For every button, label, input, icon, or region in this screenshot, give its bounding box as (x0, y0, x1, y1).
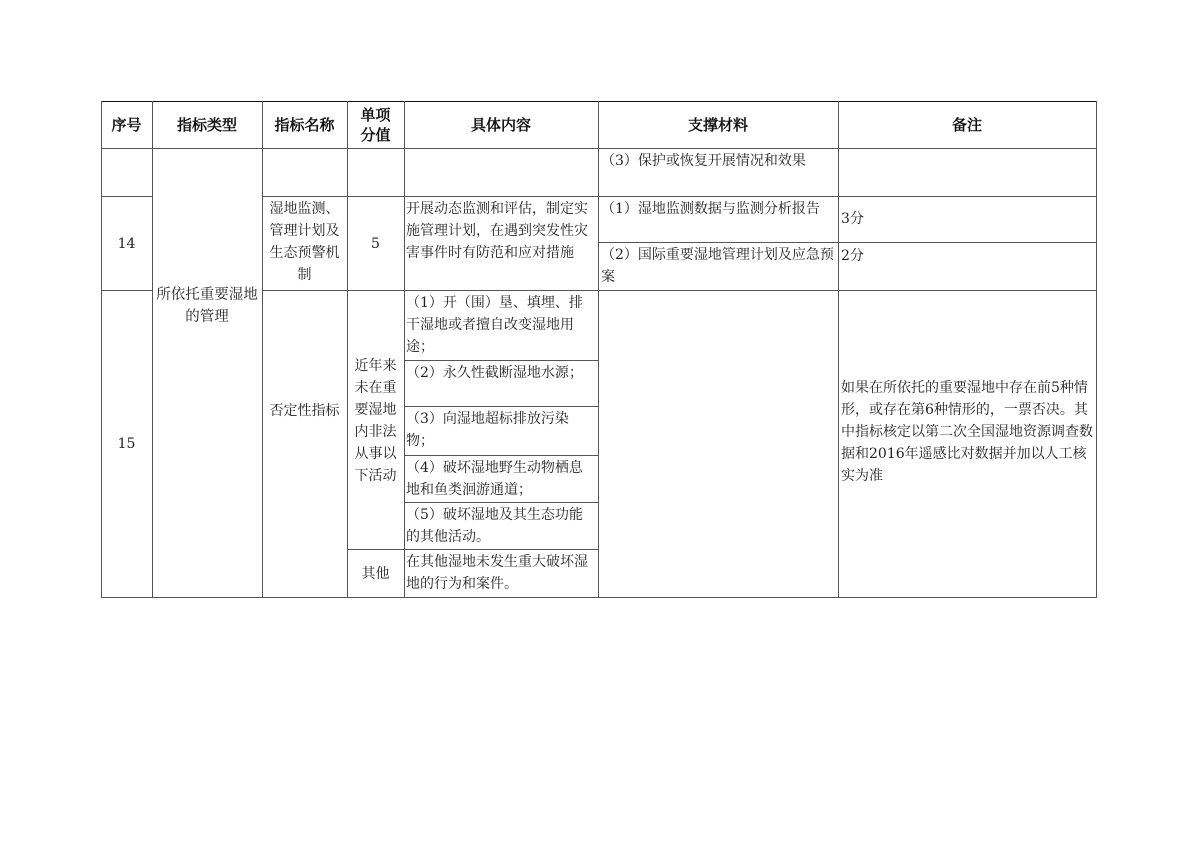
row14-remark-2: 2分 (841, 248, 864, 264)
row15-sub1-label: 近年来未在重要湿地内非法从事以下活动 (354, 358, 397, 484)
column-divider (598, 101, 599, 598)
row15-item-1: （1）开（围）垦、填埋、排干湿地或者擅自改变湿地用途； (406, 295, 583, 355)
row15-item-4: （4）破坏湿地野生动物栖息地和鱼类洄游通道； (406, 460, 583, 498)
column-divider (347, 101, 348, 598)
column-divider (262, 101, 263, 598)
row-divider (404, 502, 599, 503)
header-score-line2: 分值 (360, 126, 391, 144)
row-divider (404, 455, 599, 456)
row15-item-5: （5）破坏湿地及其生态功能的其他活动。 (406, 507, 583, 545)
group-indicator-type: 所依托重要湿地的管理 (156, 287, 258, 325)
column-divider (838, 101, 839, 598)
header-seq: 序号 (111, 116, 142, 134)
row14-material-2: （2）国际重要湿地管理计划及应急预案 (601, 247, 834, 285)
header-score-line1: 单项 (360, 106, 391, 124)
row15-remark: 如果在所依托的重要湿地中存在前5种情形，或存在第6种情形的，一票否决。其中指标核定以第二次全国湿地资源调查数据和2016年遥感比对数据并加以人工核实为准 (841, 380, 1093, 484)
column-divider (404, 101, 405, 598)
row15-sub2-label: 其他 (361, 565, 390, 582)
row14-name: 湿地监测、管理计划及生态预警机制 (269, 201, 340, 283)
row14-content: 开展动态监测和评估，制定实施管理计划，在遇到突发性灾害事件时有防范和应对措施 (406, 201, 588, 261)
header-remarks: 备注 (951, 116, 982, 134)
header-materials: 支撑材料 (687, 116, 748, 134)
row-divider (404, 360, 599, 361)
row14-remark-1: 3分 (841, 211, 864, 227)
header-content: 具体内容 (470, 116, 531, 134)
row-divider (262, 290, 1097, 291)
row15-sub2-content: 在其他湿地未发生重大破坏湿地的行为和案件。 (406, 554, 588, 592)
row15-item-3: （3）向湿地超标排放污染物； (406, 411, 569, 449)
table-right-border (1096, 101, 1097, 598)
row14-score: 5 (371, 235, 380, 252)
header-indicator-name: 指标名称 (274, 116, 335, 134)
row15-item-2: （2）永久性截断湿地水源； (406, 365, 583, 381)
table-bottom-border (101, 597, 1097, 598)
prev-row-material: （3）保护或恢复开展情况和效果 (601, 153, 806, 169)
column-divider (152, 101, 153, 598)
header-indicator-type: 指标类型 (176, 116, 237, 134)
row14-material-1: （1）湿地监测数据与监测分析报告 (601, 201, 820, 217)
header-score (347, 101, 404, 149)
row14-seq: 14 (117, 235, 136, 252)
row-divider (404, 406, 599, 407)
row15-seq: 15 (117, 436, 136, 452)
row15-name: 否定性指标 (269, 403, 340, 419)
row-divider (598, 242, 1097, 243)
